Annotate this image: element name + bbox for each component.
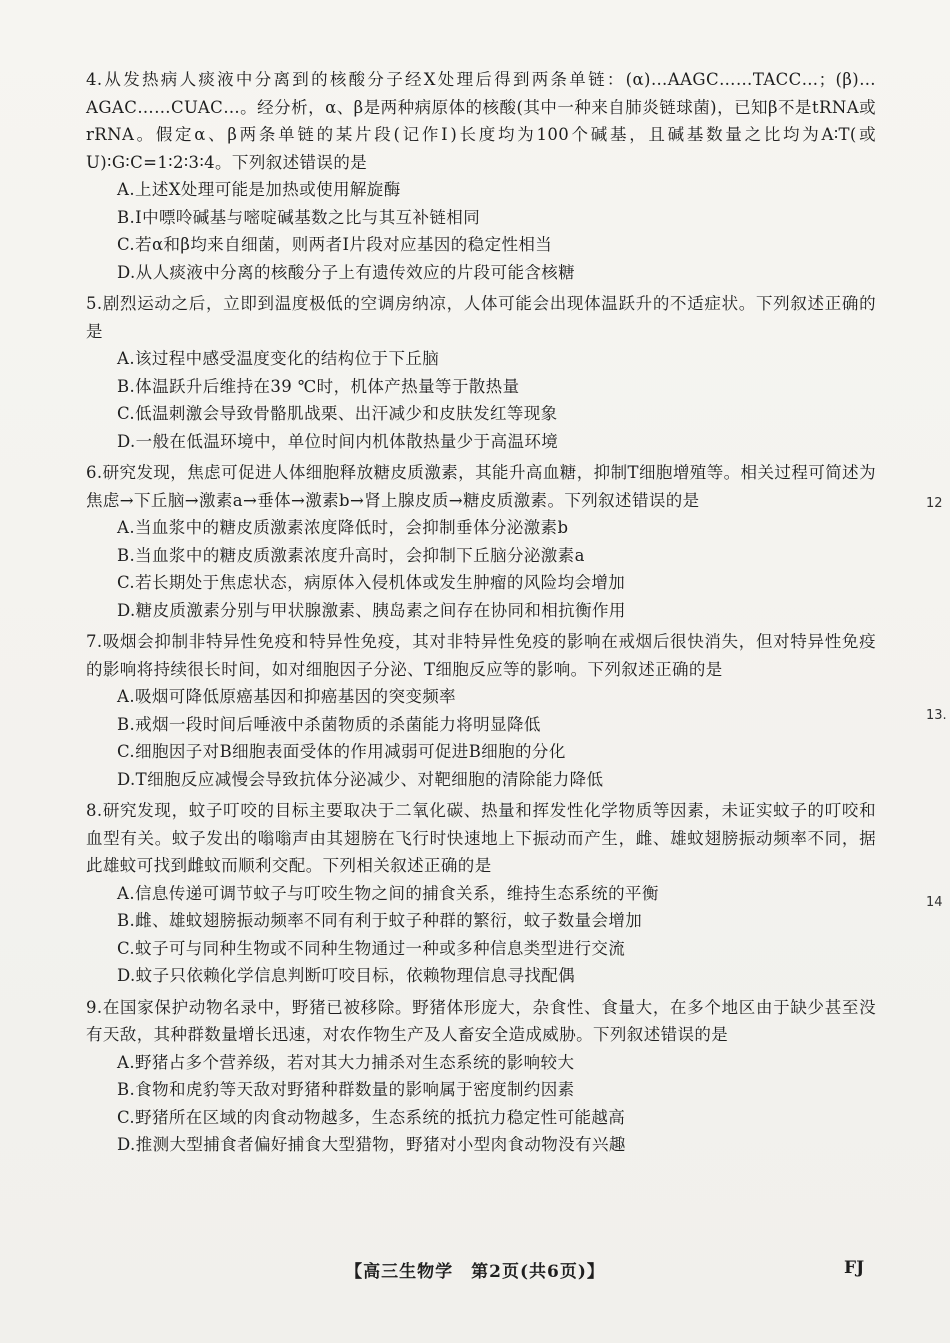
question-list	[86, 66, 876, 1163]
option-a: A.该过程中感受温度变化的结构位于下丘脑	[117, 349, 440, 368]
margin-mark: 14	[926, 895, 943, 910]
question-4	[86, 66, 876, 286]
question-stem: 6.研究发现，焦虑可促进人体细胞释放糖皮质激素，其能升高血糖，抑制T细胞增殖等。相关过程可简述为 焦虑→下丘脑→激素a→垂体→激素b→肾上腺皮质→糖皮质激素。下列叙述错误的是	[86, 463, 876, 510]
option-a: A.吸烟可降低原癌基因和抑癌基因的突变频率	[117, 687, 457, 706]
question-5	[86, 290, 876, 455]
question-6	[86, 459, 876, 624]
question-stem: 5.剧烈运动之后，立即到温度极低的空调房纳凉，人体可能会出现体温跃升的不适症状。下列叙述正确的是	[86, 294, 876, 341]
question-8	[86, 797, 876, 990]
option-list	[86, 880, 876, 990]
option-b: B.当血浆中的糖皮质激素浓度升高时，会抑制下丘脑分泌激素a	[117, 545, 585, 565]
option-c: C.若长期处于焦虑状态，病原体入侵机体或发生肿瘤的风险均会增加	[117, 573, 626, 592]
option-c: C.蚊子可与同种生物或不同种生物通过一种或多种信息类型进行交流	[117, 938, 626, 958]
option-b: B.Ⅰ中嘌呤碱基与嘧啶碱基数之比与其互补链相同	[117, 207, 481, 227]
option-list	[86, 176, 876, 286]
option-d: D.T细胞反应减慢会导致抗体分泌减少、对靶细胞的清除能力降低	[117, 769, 604, 789]
option-a: A.野猪占多个营养级，若对其大力捕杀对生态系统的影响较大	[117, 1052, 575, 1072]
question-stem: 7.吸烟会抑制非特异性免疫和特异性免疫，其对非特异性免疫的影响在戒烟后很快消失，但对特异性免疫的影响将持续很长时间，如对细胞因子分泌、T细胞反应等的影响。下列叙述正确的是	[86, 632, 876, 679]
option-d: D.一般在低温环境中，单位时间内机体散热量少于高温环境	[117, 431, 559, 451]
option-c: C.低温刺激会导致骨骼肌战栗、出汗减少和皮肤发红等现象	[117, 404, 558, 423]
page-footer: 【高三生物学 第2页(共6页)】	[345, 1262, 605, 1282]
option-b: B.戒烟一段时间后唾液中杀菌物质的杀菌能力将明显降低	[117, 714, 541, 734]
question-stem: 8.研究发现，蚊子叮咬的目标主要取决于二氧化碳、热量和挥发性化学物质等因素，未证实蚊子的叮咬和血型有关。蚊子发出的嗡嗡声由其翅膀在飞行时快速地上下振动而产生，雌、雄蚊翅膀振动频率不同，据此雄蚊可找到雌蚊而顺利交配。下列相关叙述正确的是	[86, 801, 876, 875]
question-stem: 9.在国家保护动物名录中，野猪已被移除。野猪体形庞大，杂食性、食量大，在多个地区由于缺少甚至没有天敌，其种群数量增长迅速，对农作物生产及人畜安全造成威胁。下列叙述错误的是	[86, 997, 876, 1044]
option-c: C.若α和β均来自细菌，则两者Ⅰ片段对应基因的稳定性相当	[117, 235, 553, 254]
option-d: D.从人痰液中分离的核酸分子上有遗传效应的片段可能含核糖	[117, 262, 576, 282]
option-b: B.雌、雄蚊翅膀振动频率不同有利于蚊子种群的繁衍，蚊子数量会增加	[117, 911, 643, 930]
option-d: D.糖皮质激素分别与甲状腺激素、胰岛素之间存在协同和相抗衡作用	[117, 600, 626, 620]
option-d: D.蚊子只依赖化学信息判断叮咬目标，依赖物理信息寻找配偶	[117, 966, 576, 985]
question-7	[86, 628, 876, 793]
option-c: C.野猪所在区域的肉食动物越多，生态系统的抵抗力稳定性可能越高	[117, 1107, 626, 1127]
option-d: D.推测大型捕食者偏好捕食大型猎物，野猪对小型肉食动物没有兴趣	[117, 1135, 626, 1154]
option-list	[86, 1049, 876, 1159]
paper-code: FJ	[844, 1258, 865, 1278]
margin-mark: 13.	[926, 708, 947, 723]
option-c: C.细胞因子对B细胞表面受体的作用减弱可促进B细胞的分化	[117, 742, 566, 761]
option-list	[86, 345, 876, 455]
option-list	[86, 514, 876, 624]
question-9	[86, 994, 876, 1159]
margin-mark: 12	[926, 496, 943, 511]
option-a: A.信息传递可调节蚊子与叮咬生物之间的捕食关系，维持生态系统的平衡	[117, 883, 659, 903]
option-b: B.体温跃升后维持在39 ℃时，机体产热量等于散热量	[117, 376, 520, 396]
option-list	[86, 683, 876, 793]
option-b: B.食物和虎豹等天敌对野猪种群数量的影响属于密度制约因素	[117, 1080, 575, 1099]
question-stem: 4.从发热病人痰液中分离到的核酸分子经X处理后得到两条单链：(α)…AAGC……TACC…；(β)…AGAC……CUAC…。经分析，α、β是两种病原体的核酸(其中一种来自肺炎链球菌)，已知β不是tRNA或rRNA。假定α、β两条单链的某片段(记作Ⅰ)长度均为100个碱基，且碱基数量之比均为A∶T(或U)∶G∶C=1∶2∶3∶4。下列叙述错误的是	[86, 70, 876, 172]
option-a: A.上述X处理可能是加热或使用解旋酶	[117, 180, 401, 199]
option-a: A.当血浆中的糖皮质激素浓度降低时，会抑制垂体分泌激素b	[117, 518, 569, 537]
